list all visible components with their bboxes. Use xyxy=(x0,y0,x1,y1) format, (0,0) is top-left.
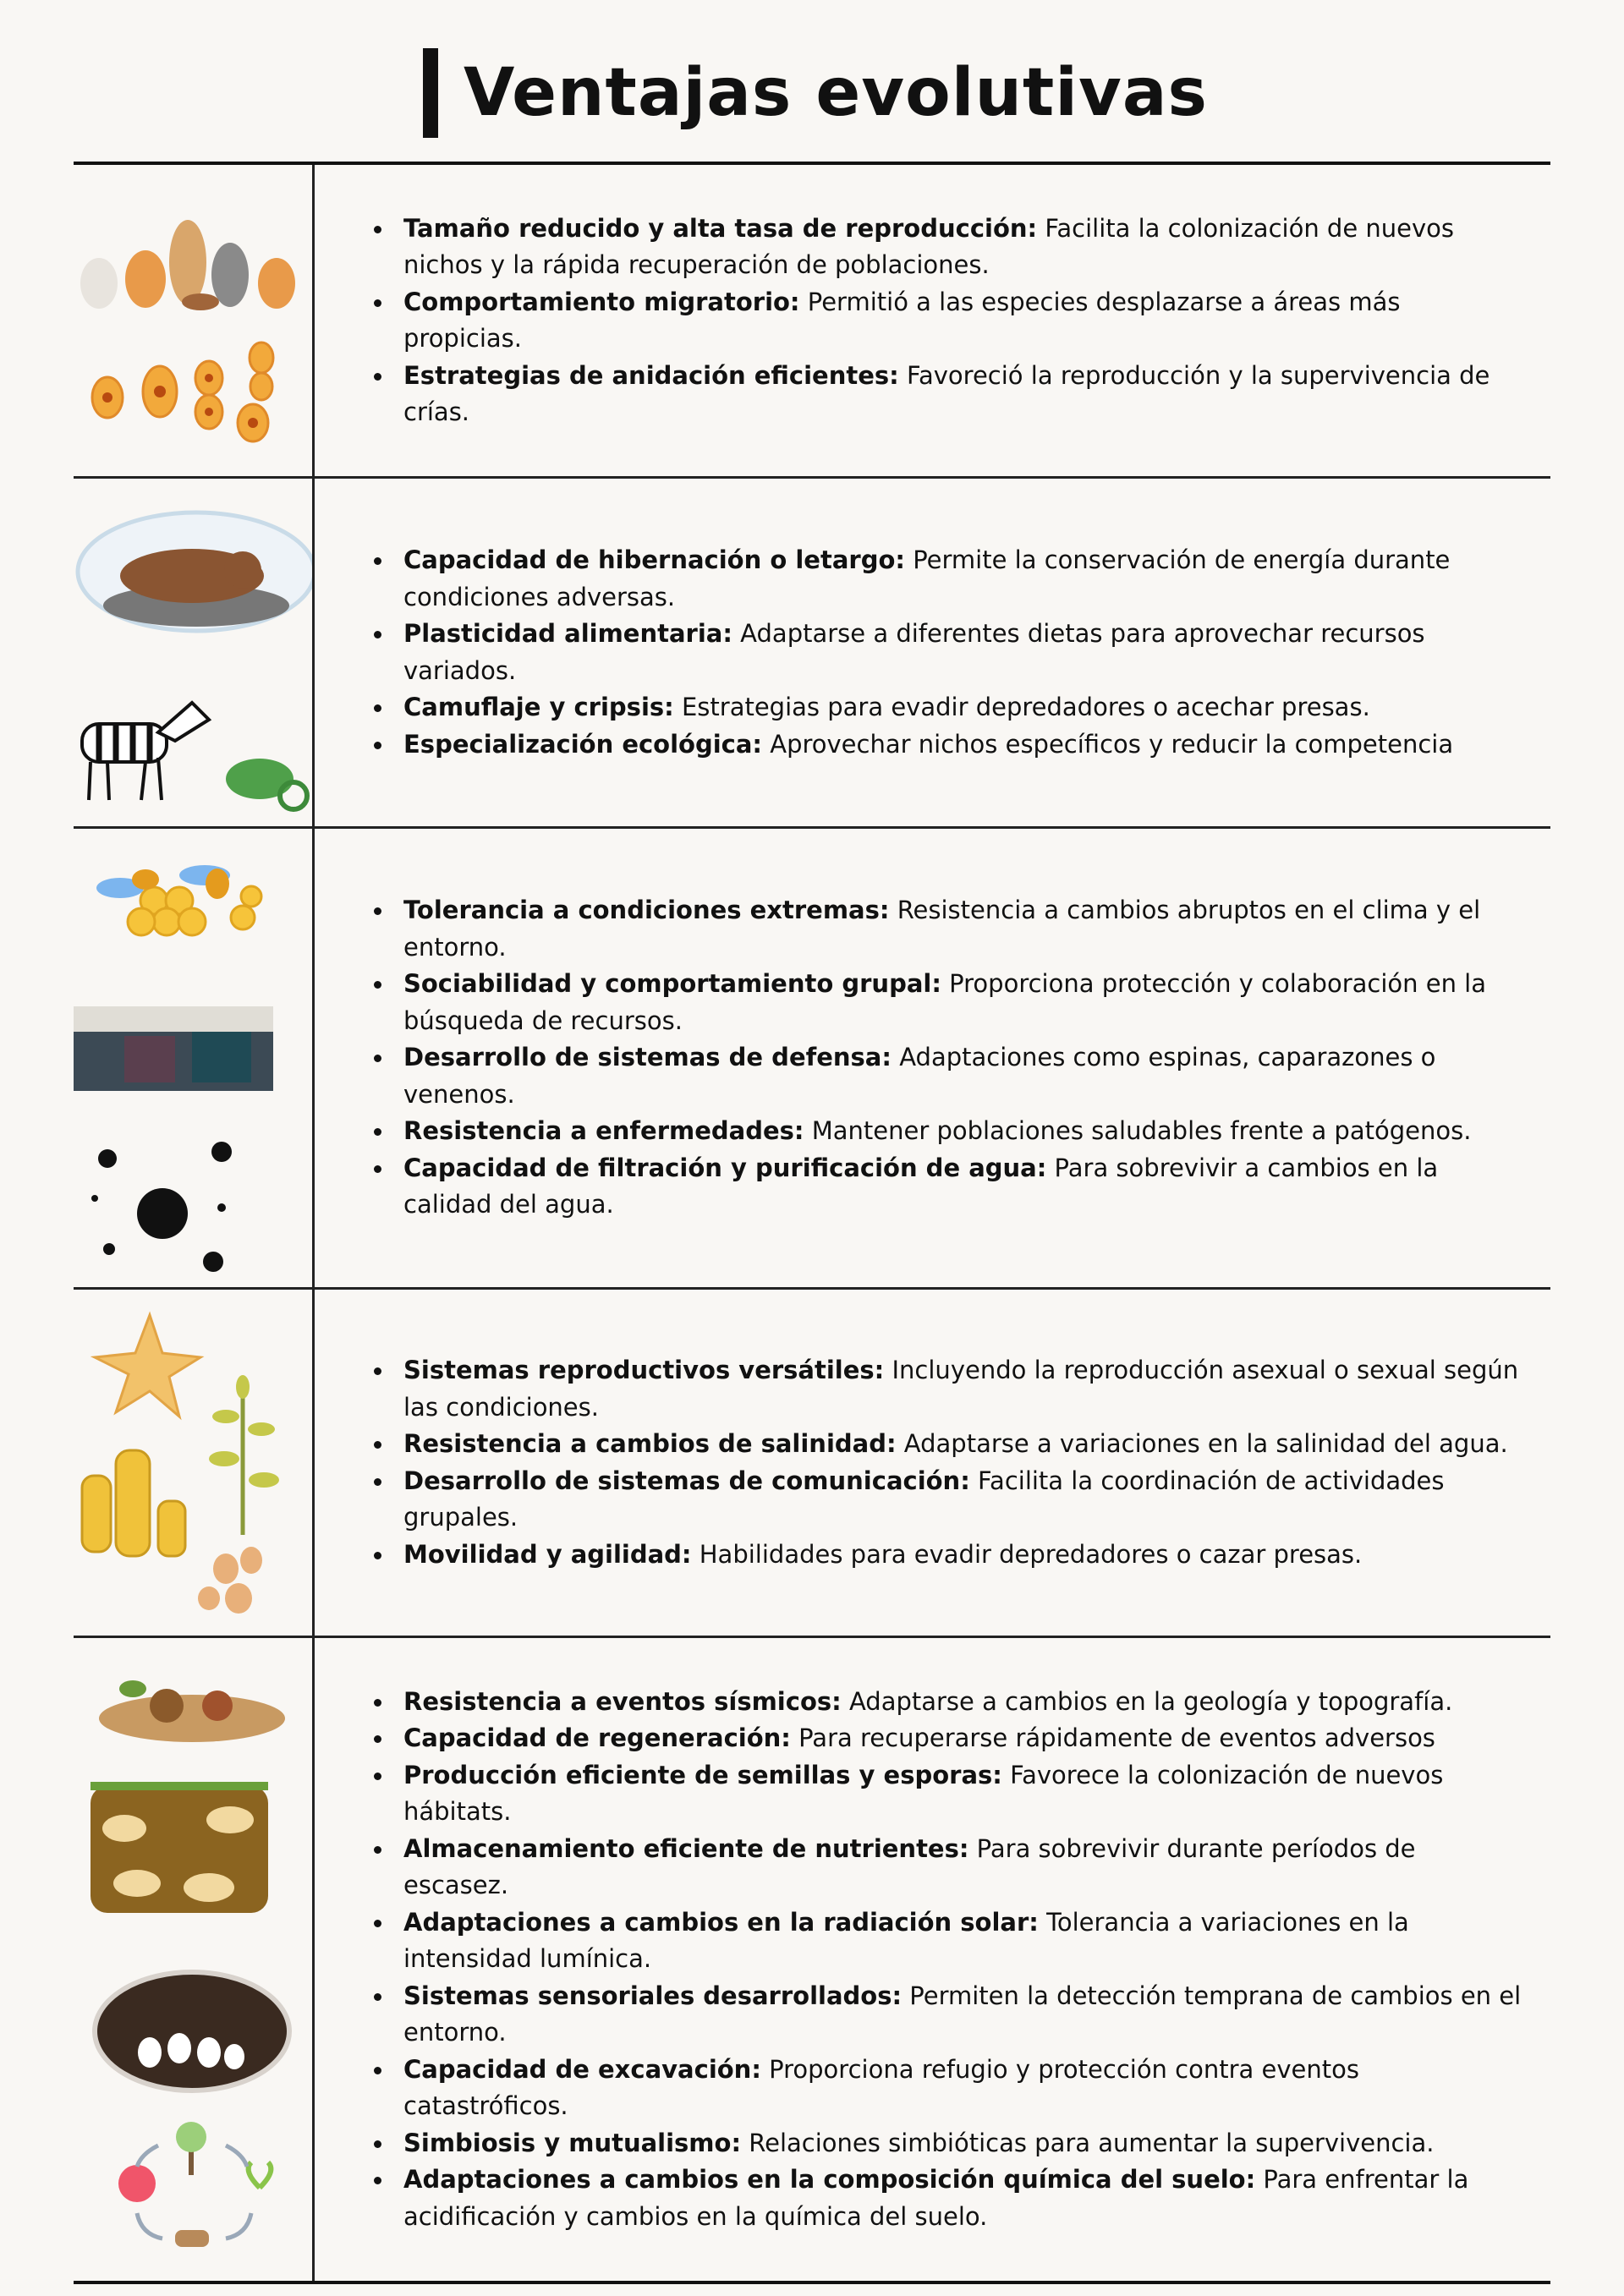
bullet-list xyxy=(374,211,1525,431)
list-item xyxy=(374,1720,1525,1757)
item-description: Mantener poblaciones saludables frente a patógenos. xyxy=(804,1116,1472,1146)
nuts-and-seeds-icon xyxy=(99,1680,285,1742)
list-item xyxy=(374,1684,1525,1721)
table-row xyxy=(74,1290,1550,1638)
item-term: Sistemas sensoriales desarrollados: xyxy=(403,1981,903,2010)
list-item xyxy=(374,1757,1525,1831)
item-description: Incluyendo la reproducción asexual o sexual según las condiciones. xyxy=(403,1356,1519,1422)
item-description: Permitió a las especies desplazarse a áreas más propicias. xyxy=(403,287,1401,353)
sponge-icon xyxy=(82,1450,185,1556)
item-term: Capacidad de hibernación o letargo: xyxy=(403,545,905,574)
list-item xyxy=(374,726,1525,764)
item-description: Permite la conservación de energía durante condiciones adversas. xyxy=(403,545,1451,611)
list-item xyxy=(374,616,1525,689)
item-description: Facilita la coordinación de actividades grupales. xyxy=(403,1466,1445,1532)
list-item xyxy=(374,1537,1525,1574)
row2-illustration xyxy=(74,479,312,826)
item-description: Facilita la colonización de nuevos nichos y la rápida recuperación de poblaciones. xyxy=(403,213,1454,279)
list-item xyxy=(374,1463,1525,1537)
ant-burrow-icon xyxy=(91,1782,268,1913)
item-description: Favorece la colonización de nuevos hábitats. xyxy=(403,1760,1444,1827)
list-item xyxy=(374,892,1525,966)
item-term: Movilidad y agilidad: xyxy=(403,1539,692,1569)
item-term: Capacidad de excavación: xyxy=(403,2054,761,2084)
plant-with-tubers-icon xyxy=(198,1375,279,1614)
item-description: Para sobrevivir durante períodos de escasez. xyxy=(403,1833,1416,1900)
item-description: Adaptarse a diferentes dietas para aprovechar recursos variados. xyxy=(403,619,1425,685)
table-row xyxy=(74,479,1550,829)
item-description: Proporciona refugio y protección contra eventos catastróficos. xyxy=(403,2054,1359,2121)
item-term: Desarrollo de sistemas de defensa: xyxy=(403,1043,892,1072)
list-item xyxy=(374,2125,1525,2162)
item-term: Adaptaciones a cambios en la radiación solar: xyxy=(403,1907,1039,1937)
page-title: Ventajas evolutivas xyxy=(464,55,1208,131)
item-description: Proporciona protección y colaboración en la búsqueda de recursos. xyxy=(403,969,1487,1035)
item-term: Tolerancia a condiciones extremas: xyxy=(403,896,890,925)
item-description: Para enfrentar la acidificación y cambios en la química del suelo. xyxy=(403,2165,1469,2231)
item-term: Resistencia a eventos sísmicos: xyxy=(403,1686,842,1716)
list-item xyxy=(374,542,1525,616)
list-item xyxy=(374,1978,1525,2052)
item-term: Almacenamiento eficiente de nutrientes: xyxy=(403,1833,969,1863)
item-description: Adaptaciones como espinas, caparazones o venenos. xyxy=(403,1043,1436,1109)
item-description: Para sobrevivir a cambios en la calidad del agua. xyxy=(403,1153,1439,1219)
list-item xyxy=(374,284,1525,358)
text-cell xyxy=(315,479,1550,826)
list-item xyxy=(374,211,1525,284)
item-description: Resistencia a cambios abruptos en el clima y el entorno. xyxy=(403,896,1481,962)
life-cycle-icon xyxy=(118,2122,271,2247)
text-cell xyxy=(315,165,1550,476)
table-row xyxy=(74,829,1550,1290)
item-term: Capacidad de regeneración: xyxy=(403,1723,791,1753)
list-item xyxy=(374,1831,1525,1904)
bullet-list xyxy=(374,1352,1525,1573)
table-row xyxy=(74,1638,1550,2284)
text-cell xyxy=(315,1638,1550,2281)
row3-illustration xyxy=(74,829,312,1287)
item-term: Plasticidad alimentaria: xyxy=(403,619,732,648)
hibernating-bear-icon xyxy=(78,512,312,631)
item-term: Resistencia a cambios de salinidad: xyxy=(403,1429,897,1458)
cell-division-icon xyxy=(92,342,273,441)
item-term: Camuflaje y cripsis: xyxy=(403,693,674,721)
bees-honeycomb-icon xyxy=(96,865,261,935)
list-item xyxy=(374,1150,1525,1224)
text-cell xyxy=(315,1290,1550,1636)
item-term: Simbiosis y mutualismo: xyxy=(403,2128,742,2157)
title-accent-bar xyxy=(423,48,438,138)
list-item xyxy=(374,1904,1525,1978)
item-description: Adaptarse a variaciones en la salinidad del agua. xyxy=(896,1429,1508,1458)
item-term: Estrategias de anidación eficientes: xyxy=(403,360,899,390)
item-term: Sociabilidad y comportamiento grupal: xyxy=(403,969,941,999)
bullet-list xyxy=(374,542,1525,763)
text-cell xyxy=(315,829,1550,1287)
bullet-list xyxy=(374,1684,1525,2236)
list-item xyxy=(374,358,1525,431)
forest-animals-icon xyxy=(80,220,295,310)
list-item xyxy=(374,1352,1525,1426)
item-term: Capacidad de filtración y purificación de agua: xyxy=(403,1153,1047,1182)
item-description: Tolerancia a variaciones en la intensidad lumínica. xyxy=(403,1907,1409,1974)
list-item xyxy=(374,2162,1525,2235)
item-description: Favoreció la reproducción y la supervivencia de crías. xyxy=(403,360,1490,426)
list-item xyxy=(374,1039,1525,1113)
illustration-cell xyxy=(74,165,315,476)
item-description: Aprovechar nichos específicos y reducir la competencia xyxy=(762,729,1454,759)
item-term: Comportamiento migratorio: xyxy=(403,287,800,316)
item-description: Relaciones simbióticas para aumentar la supervivencia. xyxy=(741,2128,1435,2157)
illustration-cell xyxy=(74,479,315,826)
herd-of-animals-icon xyxy=(74,1006,273,1091)
bullet-list xyxy=(374,892,1525,1224)
table-row xyxy=(74,165,1550,479)
chameleon-icon xyxy=(226,759,307,809)
starfish-icon xyxy=(95,1315,200,1417)
item-description: Habilidades para evadir depredadores o cazar presas. xyxy=(691,1539,1363,1569)
illustration-cell xyxy=(74,1638,315,2281)
item-term: Sistemas reproductivos versátiles: xyxy=(403,1356,885,1384)
illustration-cell xyxy=(74,829,315,1287)
item-term: Tamaño reducido y alta tasa de reproducción: xyxy=(403,213,1038,243)
item-description: Adaptarse a cambios en la geología y topografía. xyxy=(841,1686,1453,1716)
list-item xyxy=(374,689,1525,726)
item-term: Producción eficiente de semillas y esporas: xyxy=(403,1760,1002,1789)
item-term: Desarrollo de sistemas de comunicación: xyxy=(403,1466,970,1495)
list-item xyxy=(374,1426,1525,1463)
page-header xyxy=(423,48,1208,138)
viruses-icon xyxy=(91,1142,232,1272)
item-term: Especialización ecológica: xyxy=(403,729,763,759)
zebra-icon xyxy=(82,703,209,800)
rabbit-burrow-icon xyxy=(95,1972,289,2091)
forest-animals-illustration xyxy=(74,165,312,476)
list-item xyxy=(374,1113,1525,1150)
advantages-table xyxy=(74,162,1550,2284)
item-description: Para recuperarse rápidamente de eventos adversos xyxy=(790,1723,1435,1753)
item-term: Adaptaciones a cambios en la composición química del suelo: xyxy=(403,2165,1256,2195)
list-item xyxy=(374,2052,1525,2125)
item-description: Estrategias para evadir depredadores o acechar presas. xyxy=(673,693,1370,721)
row5-illustration xyxy=(74,1638,312,2281)
item-description: Permiten la detección temprana de cambios en el entorno. xyxy=(403,1981,1522,2047)
illustration-cell xyxy=(74,1290,315,1636)
list-item xyxy=(374,966,1525,1039)
row4-illustration xyxy=(74,1290,312,1636)
item-term: Resistencia a enfermedades: xyxy=(403,1116,804,1146)
